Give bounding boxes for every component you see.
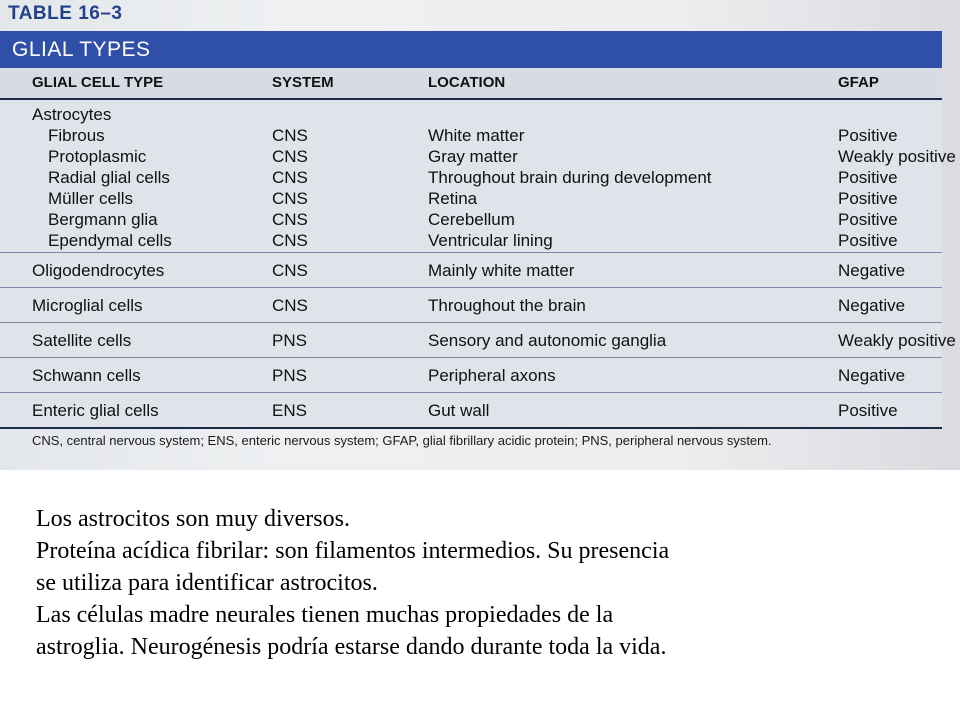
header-system: SYSTEM [272,74,334,91]
cell-gfap: Negative [838,296,906,315]
table-row [0,358,942,393]
cell-location: Gray matter [428,147,518,166]
table-body [0,100,956,429]
cell-type: Schwann cells [32,366,141,385]
note-line: Las células madre neurales tienen muchas propiedades de la [36,602,614,628]
group-row-astrocytes [0,104,942,125]
cell-type: Oligodendrocytes [32,261,165,280]
cell-location: Peripheral axons [428,366,556,385]
cell-gfap: Positive [838,189,898,208]
header-glial-cell-type: GLIAL CELL TYPE [32,74,164,91]
slide-notes [36,503,669,663]
cell-location: Throughout the brain [428,296,586,315]
cell-type: Ependymal cells [48,231,172,250]
cell-location: Sensory and autonomic ganglia [428,331,667,350]
table-row [0,230,942,253]
table-row [0,209,942,230]
cell-system: CNS [272,126,308,145]
cell-location: Cerebellum [428,210,515,229]
table-header-row [0,68,942,100]
note-line: se utiliza para identificar astrocitos. [36,570,378,596]
cell-system: PNS [272,366,307,385]
cell-location: White matter [428,126,525,145]
cell-type: Satellite cells [32,331,132,350]
title-bar [0,31,942,68]
cell-system: CNS [272,147,308,166]
cell-gfap: Negative [838,366,906,385]
cell-gfap: Positive [838,231,898,250]
cell-location: Mainly white matter [428,261,575,280]
note-line: Los astrocitos son muy diversos. [36,506,350,532]
cell-type: Protoplasmic [48,147,147,166]
cell-type: Microglial cells [32,296,143,315]
cell-gfap: Positive [838,126,898,145]
note-line: Proteína acídica fibrilar: son filamentos intermedios. Su presencia [36,538,670,564]
cell-system: CNS [272,189,308,208]
cell-type: Bergmann glia [48,210,158,229]
cell-type: Enteric glial cells [32,401,159,420]
cell-location: Gut wall [428,401,490,420]
cell-type: Müller cells [48,189,134,208]
cell-gfap: Weakly positive [838,331,956,350]
cell-system: CNS [272,296,308,315]
cell-system: CNS [272,168,308,187]
header-location: LOCATION [428,74,506,91]
note-line: astroglia. Neurogénesis podría estarse dando durante toda la vida. [36,634,667,660]
table-row [0,188,942,209]
cell-gfap: Positive [838,401,898,420]
table-row [0,323,956,358]
table-row [0,253,942,288]
cell-gfap: Positive [838,168,898,187]
cell-gfap: Weakly positive [838,147,956,166]
table-title: GLIAL TYPES [12,38,151,61]
cell-location: Throughout brain during development [428,168,712,187]
table-row [0,393,942,429]
cell-system: CNS [272,231,308,250]
table-row [0,288,942,323]
table-row [0,125,942,146]
cell-type: Radial glial cells [48,168,170,187]
cell-type: Fibrous [48,126,105,145]
table-number: TABLE 16–3 [8,3,123,24]
group-label: Astrocytes [32,105,112,124]
table-footnote: CNS, central nervous system; ENS, enteric nervous system; GFAP, glial fibrillary acidic protein; PNS, peripheral nervous system. [32,433,772,448]
table-row [0,167,942,188]
cell-system: PNS [272,331,307,350]
cell-gfap: Negative [838,261,906,280]
cell-gfap: Positive [838,210,898,229]
glial-types-table [0,68,956,429]
cell-location: Ventricular lining [428,231,553,250]
cell-system: CNS [272,210,308,229]
header-gfap: GFAP [838,74,879,91]
cell-system: ENS [272,401,307,420]
cell-location: Retina [428,189,478,208]
cell-system: CNS [272,261,308,280]
table-row [0,146,956,167]
